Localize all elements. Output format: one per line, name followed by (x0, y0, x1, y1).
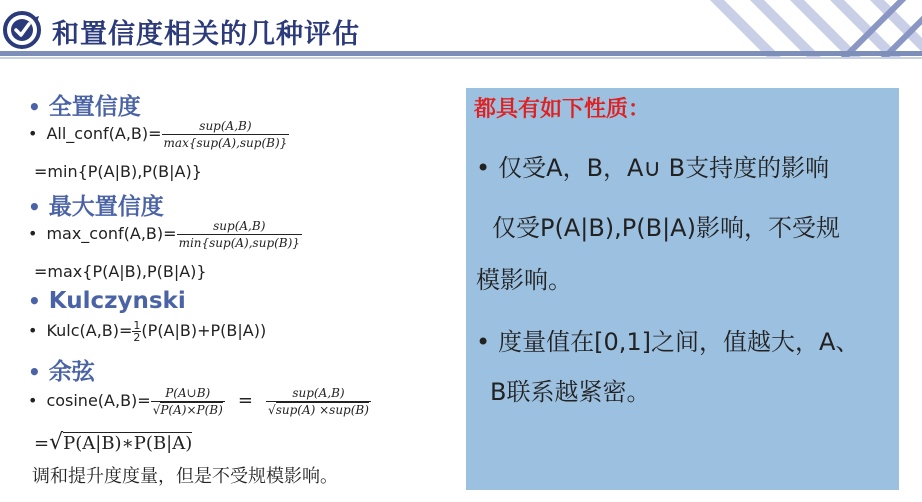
page-title: 和置信度相关的几种评估 (52, 19, 360, 50)
formula-cosine: • cosine(A,B)= $\frac{P(A\cup B)}{√P(A)\times P(B)}$ = $\frac{\text{sup(A,B)}}{\text{√sup(A) ×sup(B)}}$ (28, 386, 369, 417)
property-item-2-cont: B联系越紧密。 (490, 378, 651, 406)
slide-header (0, 0, 922, 60)
equiv-cosine: =√P(A|B)∗P(B|A) (34, 430, 193, 455)
fraction: $\frac{\text{sup(A,B)}}{\text{min\{sup(A),sup(B)\}}}$ (178, 219, 300, 250)
formula-max-conf: • max_conf(A,B)= $\frac{\text{sup(A,B)}}{\text{min\{sup(A),sup(B)\}}}$ (28, 219, 300, 250)
formula-kulc: • Kulc(A,B)= $\frac{1}{2}$ (P(A|B)+P(B|A)) (28, 319, 267, 344)
property-item-2: • 度量值在[0,1]之间，值越大，A、 (476, 328, 860, 356)
fraction: $\frac{\text{sup(A,B)}}{\text{√sup(A) ×sup(B)}}$ (268, 386, 369, 417)
property-item-1-end: 模影响。 (476, 266, 572, 294)
fraction: $\frac{\text{sup(A,B)}}{\text{max\{sup(A),sup(B)\}}}$ (163, 119, 288, 150)
cosine-note: 调和提升度度量，但是不受规模影响。 (32, 466, 338, 487)
heading-all-conf: • 全置信度 (28, 94, 141, 120)
header-decoration (692, 0, 922, 58)
header-rule (0, 51, 922, 56)
properties-title: 都具有如下性质： (474, 97, 651, 122)
fraction: $\frac{1}{2}$ (133, 319, 141, 344)
heading-kulc: • Kulczynski (28, 288, 186, 314)
formula-all-conf: • All_conf(A,B)= $\frac{\text{sup(A,B)}}{\text{max\{sup(A),sup(B)\}}}$ (28, 119, 288, 150)
header-rule-light (0, 57, 922, 59)
property-item-1-cont: 仅受P(A|B),P(B|A)影响，不受规 (492, 214, 840, 242)
equiv-max-conf: =max{P(A|B),P(B|A)} (34, 262, 207, 281)
property-item-1: • 仅受A，B，A∪ B支持度的影响 (476, 154, 830, 182)
heading-cosine: • 余弦 (28, 359, 95, 385)
fraction: $\frac{P(A\cup B)}{√P(A)\times P(B)}$ (152, 386, 223, 417)
equiv-all-conf: =min{P(A|B),P(B|A)} (34, 162, 202, 181)
heading-max-conf: • 最大置信度 (28, 194, 164, 220)
refresh-check-icon (2, 10, 42, 50)
